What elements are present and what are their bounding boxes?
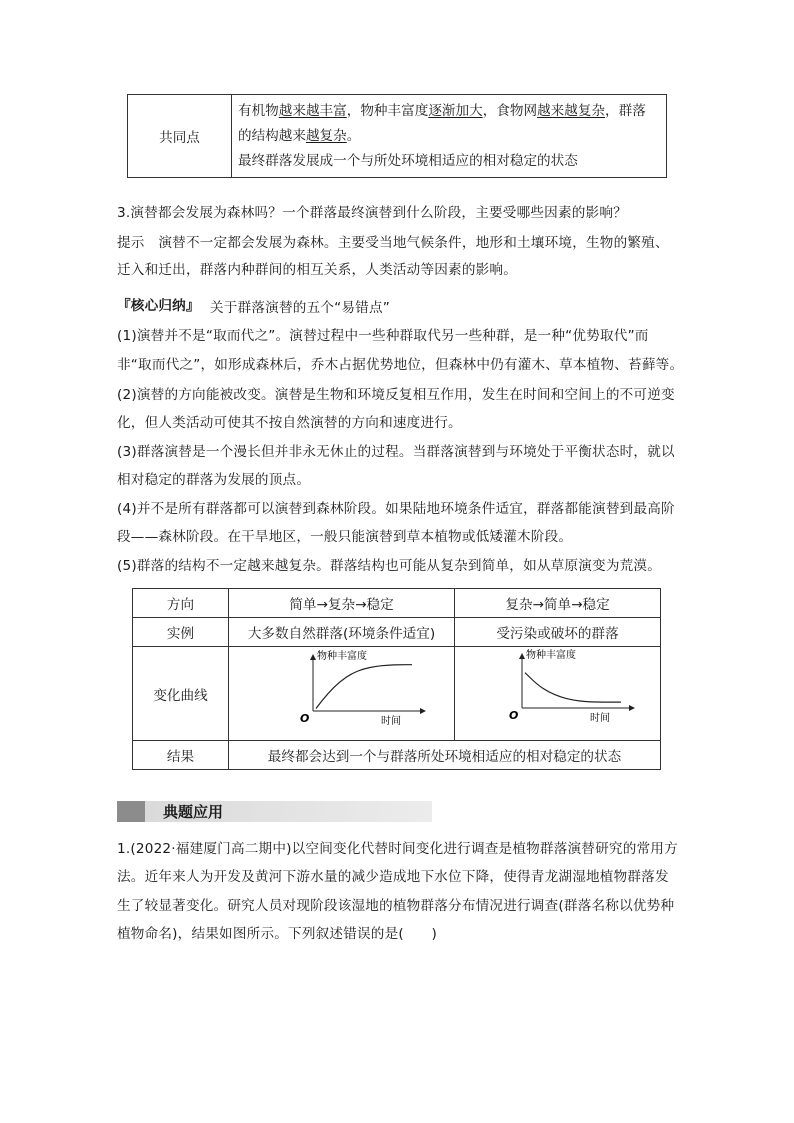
result-value: 最终都会达到一个与群落所处环境相适应的相对稳定的状态	[229, 741, 661, 770]
curve-cell-increase	[229, 647, 455, 741]
common-line-1: 有机物越来越丰富，物种丰富度逐渐加大，食物网越来越复杂，群落	[238, 102, 646, 119]
section-title: 典题应用	[163, 803, 224, 821]
core-line: (4)并不是所有群落都可以演替到森林阶段。如果陆地环境条件适宜，群落都能演替到最高阶	[117, 501, 675, 517]
richness-curve	[525, 673, 621, 702]
y-axis-label: 物种丰富度	[526, 650, 576, 661]
core-line: 段——森林阶段。在干旱地区，一般只能演替到草本植物或低矮灌木阶段。	[117, 529, 573, 545]
comparison-table	[132, 588, 661, 770]
x-axis-arrow	[629, 705, 635, 711]
x-axis-arrow	[420, 708, 426, 714]
common-line-3: 最终群落发展成一个与所处环境相适应的相对稳定的状态	[238, 152, 578, 169]
curve-label: 变化曲线	[133, 647, 229, 741]
example-label: 实例	[133, 618, 229, 647]
core-line: 非“取而代之”，如形成森林后，乔木占据优势地位，但森林中仍有灌木、草本植物、苔藓等。	[117, 357, 684, 373]
result-label: 结果	[133, 741, 229, 770]
core-line: (1)演替并不是“取而代之”。演替过程中一些种群取代另一些种群，是一种“优势取代”而	[117, 328, 649, 344]
common-points-table	[127, 94, 667, 178]
x-axis-label: 时间	[381, 716, 401, 727]
richness-curve	[316, 665, 412, 709]
richness-decrease-chart	[455, 647, 660, 736]
question-1-line: 植物命名)，结果如图所示。下列叙述错误的是( )	[117, 926, 437, 942]
richness-increase-chart	[229, 647, 454, 736]
question-3: 3.演替都会发展为森林吗？一个群落最终演替到什么阶段，主要受哪些因素的影响？	[117, 205, 627, 221]
x-axis-label: 时间	[590, 713, 610, 724]
y-axis-arrow	[519, 653, 525, 659]
y-axis-arrow	[310, 654, 316, 660]
example-natural: 大多数自然群落(环境条件适宜)	[229, 618, 455, 647]
core-line: 相对稳定的群落为发展的顶点。	[117, 472, 311, 488]
core-line: 化，但人类活动可使其不按自然演替的方向和速度进行。	[117, 415, 462, 431]
hint-line-1: 提示 演替不一定都会发展为森林。主要受当地气候条件，地形和土壤环境，生物的繁殖、	[117, 235, 669, 251]
question-1-line: 法。近年来人为开发及黄河下游水量的减少造成地下水位下降，使得青龙湖湿地植物群落发	[117, 869, 669, 885]
core-summary-title: 关于群落演替的五个“易错点”	[210, 300, 391, 316]
common-line-2: 的结构越来越复杂。	[238, 127, 361, 144]
y-axis-label: 物种丰富度	[317, 651, 367, 662]
example-damaged: 受污染或破坏的群落	[455, 618, 661, 647]
direction-label: 方向	[133, 589, 229, 618]
question-1-line: 1.(2022·福建厦门高二期中)以空间变化代替时间变化进行调查是植物群落演替研究的常用方	[117, 841, 678, 857]
common-points-content	[232, 95, 667, 178]
origin-label: O	[300, 712, 310, 725]
core-line: (3)群落演替是一个漫长但并非永无休止的过程。当群落演替到与环境处于平衡状态时，就以	[117, 444, 675, 460]
common-points-label: 共同点	[128, 95, 232, 178]
direction-complex-to-simple: 复杂→简单→稳定	[455, 589, 661, 618]
core-line: (5)群落的结构不一定越来越复杂。群落结构也可能从复杂到简单，如从草原演变为荒漠。	[117, 558, 662, 574]
origin-label: O	[509, 709, 519, 722]
curve-cell-decrease	[455, 647, 661, 741]
hint-line-2: 迁入和迁出，群落内种群间的相互关系，人类活动等因素的影响。	[117, 262, 518, 278]
core-summary-tag: 『核心归纳』	[117, 298, 200, 314]
direction-simple-to-complex: 简单→复杂→稳定	[229, 589, 455, 618]
core-line: (2)演替的方向能被改变。演替是生物和环境反复相互作用，发生在时间和空间上的不可逆变	[117, 387, 675, 403]
question-1-line: 生了较显著变化。研究人员对现阶段该湿地的植物群落分布情况进行调查(群落名称以优势种	[117, 898, 675, 914]
